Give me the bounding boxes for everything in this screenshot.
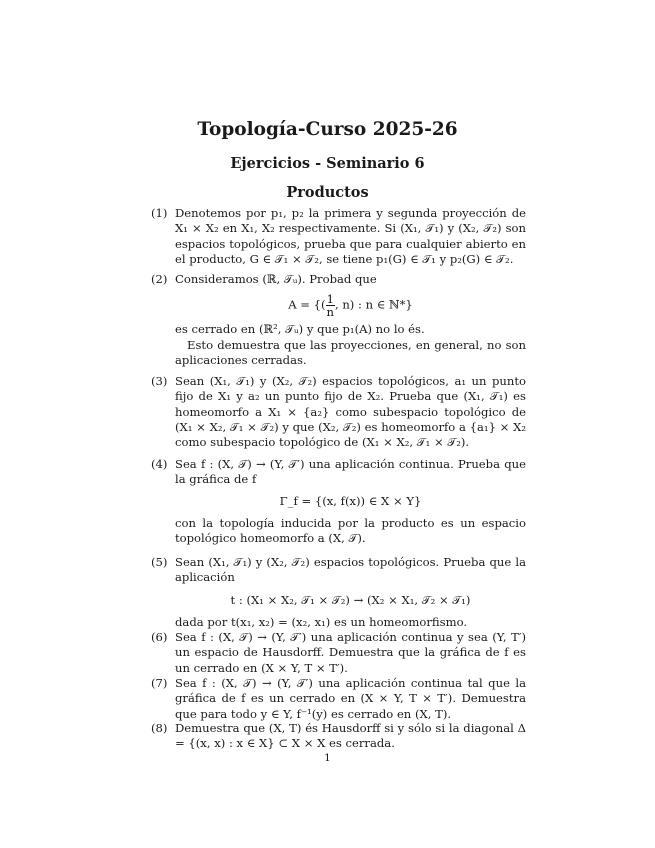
exercise-5	[151, 555, 526, 630]
document-title: Topología-Curso 2025-26	[197, 119, 458, 140]
exercise-text: Consideramos (ℝ, 𝒯ᵤ). Probad que	[175, 272, 377, 286]
exercise-4	[151, 457, 526, 546]
exercise-7	[151, 676, 526, 722]
exercise-number: (4)	[151, 457, 168, 471]
exercise-text: Sea f : (X, 𝒯) → (Y, 𝒯′) una aplicación continua. Prueba que la gráfica de f	[175, 457, 526, 487]
exercise-number: (1)	[151, 206, 168, 220]
exercise-text: Demuestra que (X, T) és Hausdorff si y sólo si la diagonal Δ = {(x, x) : x ∈ X} ⊂ X × X es cerrada.	[175, 721, 526, 751]
equation-right: , n) : n ∈ ℕ*}	[334, 297, 413, 312]
exercise-1	[151, 206, 526, 267]
exercise-number: (5)	[151, 555, 168, 569]
display-equation: t : (X₁ × X₂, 𝒯₁ × 𝒯₂) → (X₂ × X₁, 𝒯₂ × 𝒯₁)	[230, 592, 471, 607]
exercise-2	[151, 272, 526, 368]
exercise-8	[151, 721, 526, 752]
exercise-text: Sean (X₁, 𝒯₁) y (X₂, 𝒯₂) espacios topológicos. Prueba que la aplicación	[175, 555, 526, 585]
exercise-number: (6)	[151, 630, 168, 644]
fraction-numerator: 1	[326, 292, 334, 307]
exercise-text-continued: dada por t(x₁, x₂) = (x₂, x₁) es un homeomorfismo.	[175, 614, 468, 629]
display-equation	[175, 293, 526, 318]
exercise-number: (2)	[151, 272, 168, 286]
equation-left: A = {(	[288, 297, 326, 312]
exercise-text-continued: es cerrado en (ℝ², 𝒯ᵤ) y que p₁(A) no lo és.	[175, 322, 425, 337]
exercise-text: Denotemos por p₁, p₂ la primera y segunda proyección de X₁ × X₂ en X₁, X₂ respectivamente. Si (X₁, 𝒯₁) y (X₂, 𝒯₂) son espacios topológicos, prueba que para cualquier abierto en el producto, G ∈ 𝒯₁ × 𝒯₂, se tiene p₁(G) ∈ 𝒯₁ y p₂(G) ∈ 𝒯₂.	[175, 206, 526, 266]
page-number: 1	[324, 752, 331, 764]
fraction	[326, 293, 335, 318]
display-equation: Γ_f = {(x, f(x)) ∈ X × Y}	[279, 493, 422, 508]
exercise-number: (8)	[151, 721, 168, 735]
exercise-text: Sea f : (X, 𝒯) → (Y, 𝒯′) una aplicación continua y sea (Y, T′) un espacio de Hausdorff. Demuestra que la gráfica de f es un cerrado en (X × Y, T × T′).	[175, 630, 526, 675]
document-subtitle: Ejercicios - Seminario 6	[230, 155, 425, 172]
fraction-denominator: n	[326, 305, 334, 320]
exercise-text: Sea f : (X, 𝒯) → (Y, 𝒯′) una aplicación continua tal que la gráfica de f es un cerrado en (X × Y, T × T′). Demuestra que para todo y ∈ Y, f⁻¹(y) es cerrado en (X, T).	[175, 676, 526, 721]
exercise-number: (3)	[151, 374, 168, 388]
section-heading: Productos	[286, 184, 369, 201]
exercise-text-continued: con la topología inducida por la producto es un espacio topológico homeomorfo a (X, 𝒯).	[175, 515, 526, 546]
exercise-remark: Esto demuestra que las proyecciones, en general, no son aplicaciones cerradas.	[175, 337, 526, 367]
exercise-number: (7)	[151, 676, 168, 690]
exercise-3	[151, 374, 526, 450]
exercise-6	[151, 630, 526, 676]
exercise-text: Sean (X₁, 𝒯₁) y (X₂, 𝒯₂) espacios topológicos, a₁ un punto fijo de X₁ y a₂ un punto fijo de X₂. Prueba que (X₁, 𝒯₁) es homeomorfo a X₁ × {a₂} como subespacio topológico de (X₁ × X₂, 𝒯₁ × 𝒯₂) y que (X₂, 𝒯₂) es homeomorfo a {a₁} × X₂ como subespacio topológico de (X₁ × X₂, 𝒯₁ × 𝒯₂).	[175, 374, 526, 450]
